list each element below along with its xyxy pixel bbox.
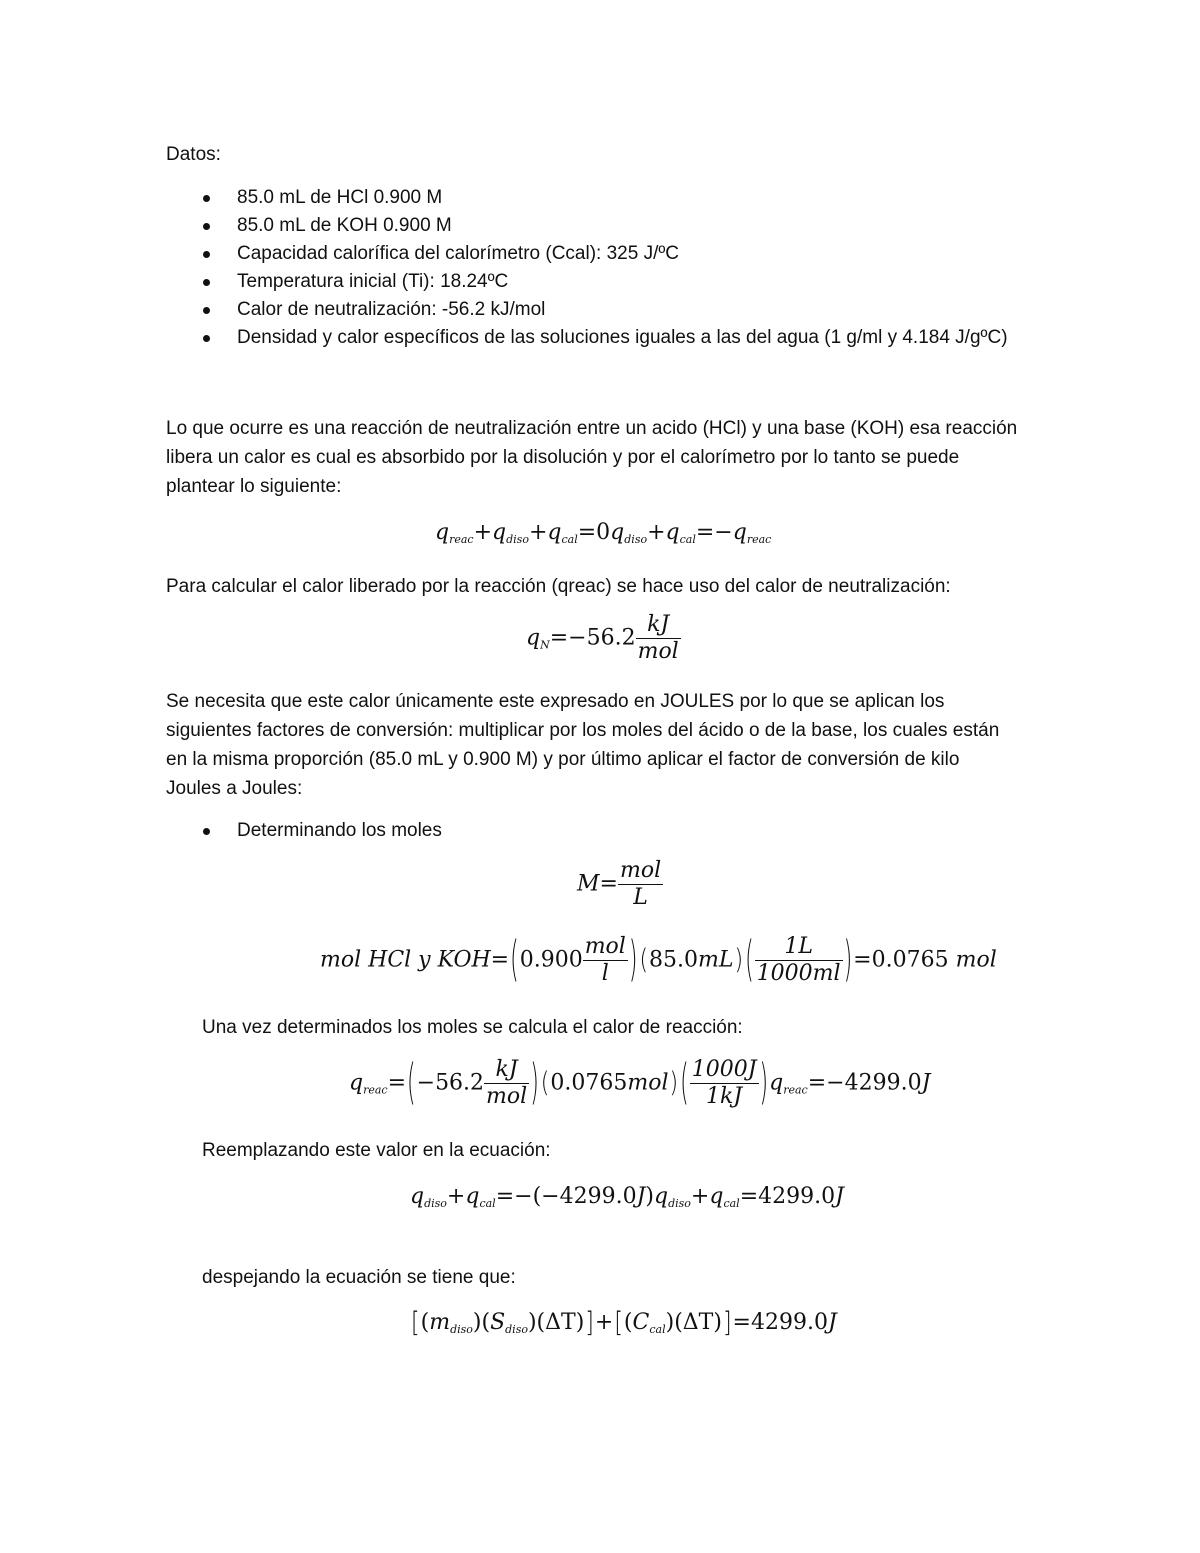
paragraph-line: Joules a Joules:	[166, 778, 303, 799]
datos-item-2	[237, 212, 452, 240]
bullet-icon	[203, 223, 210, 230]
paragraph-line: Para calcular el calor liberado por la reacción (qreac) se hace uso del calor de neutralización:	[166, 576, 951, 597]
paragraph-line: Se necesita que este calor únicamente este expresado en JOULES por lo que se aplican los	[166, 691, 945, 712]
datos-item-text: 85.0 mL de HCl 0.900 M	[237, 187, 443, 208]
bullet-icon	[203, 195, 210, 202]
bullet-icon	[203, 251, 210, 258]
bullet-determinando	[237, 817, 442, 845]
paragraph-line: libera un calor es cual es absorbido por la disolución y por el calorímetro por lo tanto se puede	[166, 447, 960, 468]
equation-moles: mol HCl y KOH=(0.900 $\frac{\text{mol}}{l}$ )(85.0mL)( $\frac{1L}{1000ml}$ )=0.0765 mol	[320, 933, 997, 988]
fraction: $\frac{kJ}{\text{mol}}$	[486, 1057, 528, 1109]
bullet-text: Determinando los moles	[237, 820, 442, 841]
datos-item-text: Densidad y calor específicos de las soluciones iguales a las del agua (1 g/ml y 4.184 J/gºC)	[237, 327, 1008, 348]
equation-reaction-heat: $q_{reac}=(-56.2$ $\frac{kJ}{\text{mol}}$ )(0.0765mol)( $\frac{1000J}{1kJ}$ )$q_{reac}=-4299.0J$	[349, 1056, 931, 1111]
equation-final: $[(m_{diso})(S_{diso})(\Delta T)]+[(C_{cal})(\Delta T)]=4299.0J$	[411, 1307, 837, 1339]
fraction: $\frac{\text{mol}}{L}$	[619, 858, 662, 910]
fraction: $\frac{\text{mol}}{l}$	[584, 934, 626, 986]
datos-item-text: 85.0 mL de KOH 0.900 M	[237, 215, 452, 236]
fraction: $\frac{1L}{1000ml}$	[756, 934, 841, 986]
bullet-icon	[203, 307, 210, 314]
datos-item-1	[237, 184, 442, 212]
datos-label: Datos:	[166, 144, 221, 165]
datos-item-5	[237, 296, 545, 324]
paragraph-line: plantear lo siguiente:	[166, 476, 342, 497]
equation-substitution: $q_{diso}+q_{cal}=-(-4299.0J)q_{diso}+q_{cal}=4299.0J$	[410, 1184, 844, 1210]
paragraph-line: Reemplazando este valor en la ecuación:	[202, 1140, 551, 1161]
paragraph-line: Lo que ocurre es una reacción de neutralización entre un acido (HCl) y una base (KOH) esa reacción	[166, 418, 1018, 439]
paragraph-line: siguientes factores de conversión: multiplicar por los moles del ácido o de la base, los cuales están	[166, 720, 1000, 741]
datos-item-text: Capacidad calorífica del calorímetro (Ccal): 325 J/ºC	[237, 243, 680, 264]
paragraph-line: despejando la ecuación se tiene que:	[202, 1267, 516, 1288]
paragraph-line: en la misma proporción (85.0 mL y 0.900 M) y por último aplicar el factor de conversión de kilo	[166, 749, 960, 770]
datos-item-3	[237, 240, 679, 268]
datos-item-text: Calor de neutralización: -56.2 kJ/mol	[237, 299, 546, 320]
paragraph-line: Una vez determinados los moles se calcula el calor de reacción:	[202, 1017, 743, 1038]
bullet-icon	[203, 335, 210, 342]
equation-heat-balance: $q_{reac}+q_{diso}+q_{cal}=0q_{diso}+q_{cal}=-q_{reac}$	[435, 520, 772, 546]
fraction: $\frac{1000J}{1kJ}$	[691, 1057, 757, 1109]
equation-neutralization-heat: $q_N=-56.2$ $\frac{kJ}{\text{mol}}$	[526, 612, 679, 664]
equation-molarity: M= $\frac{\text{mol}}{L}$	[577, 858, 662, 910]
bullet-icon	[203, 279, 210, 286]
fraction: $\frac{kJ}{\text{mol}}$	[637, 612, 679, 664]
datos-item-text: Temperatura inicial (Ti): 18.24ºC	[237, 271, 509, 292]
datos-item-6	[237, 324, 1008, 352]
datos-item-4	[237, 268, 508, 296]
bullet-icon	[203, 828, 210, 835]
